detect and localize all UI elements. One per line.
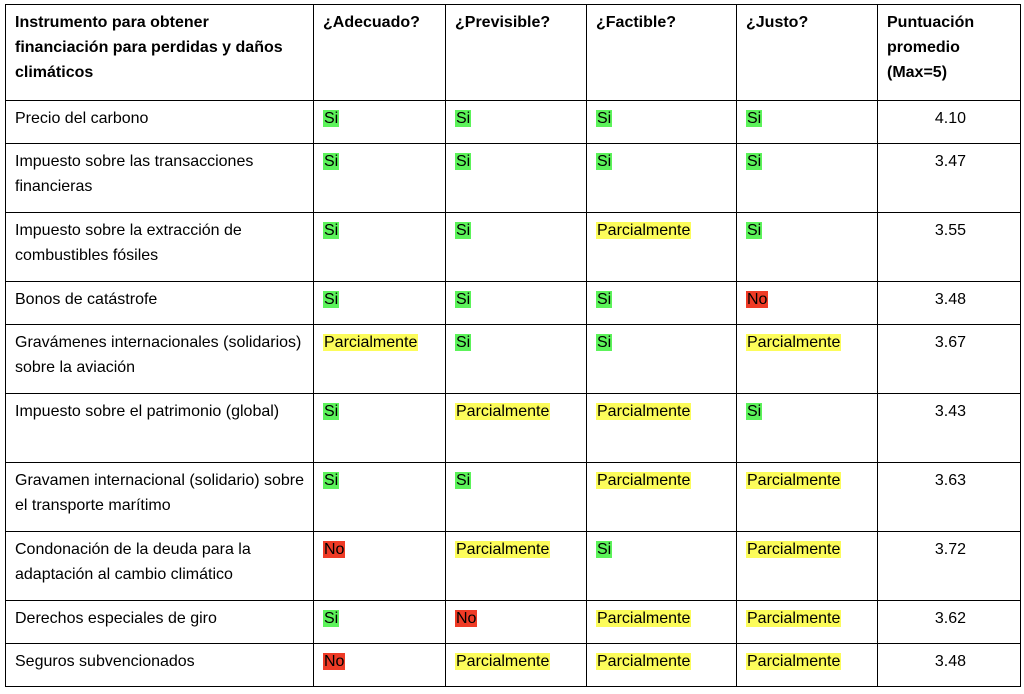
table-row [6,644,1021,687]
previsible-cell [446,463,587,532]
rating-badge: Si [747,153,762,170]
header-justo: ¿Justo? [737,5,878,101]
rating-badge: Si [324,222,339,239]
rating-badge: Si [456,334,471,351]
header-score: Puntuación promedio (Max=5) [878,5,1021,101]
factible-cell [587,282,737,325]
justo-cell [737,601,878,644]
rating-badge: Parcialmente [747,610,841,627]
score-cell: 3.62 [878,601,1021,644]
factible-cell [587,644,737,687]
previsible-cell [446,532,587,601]
rating-badge: Si [597,541,612,558]
adecuado-cell [314,325,446,394]
instrument-cell: Gravamen internacional (solidario) sobre el transporte marítimo [6,463,314,532]
rating-badge: Si [597,153,612,170]
instrument-cell: Impuesto sobre el patrimonio (global) [6,394,314,463]
adecuado-cell [314,282,446,325]
justo-cell [737,394,878,463]
adecuado-cell [314,213,446,282]
rating-badge: Parcialmente [597,403,691,420]
previsible-cell [446,101,587,144]
table-row [6,601,1021,644]
factible-cell [587,601,737,644]
rating-badge: Parcialmente [747,653,841,670]
table-row [6,532,1021,601]
rating-badge: No [324,541,345,558]
adecuado-cell [314,394,446,463]
score-cell: 4.10 [878,101,1021,144]
score-cell: 3.48 [878,644,1021,687]
header-factible: ¿Factible? [587,5,737,101]
table-row [6,282,1021,325]
rating-badge: Si [324,472,339,489]
rating-badge: Si [324,153,339,170]
header-row [6,5,1021,101]
rating-badge: Parcialmente [456,541,550,558]
score-cell: 3.55 [878,213,1021,282]
rating-badge: Parcialmente [747,541,841,558]
table-row [6,213,1021,282]
rating-badge: Si [747,403,762,420]
rating-badge: Parcialmente [747,334,841,351]
instrument-cell: Derechos especiales de giro [6,601,314,644]
header-adecuado: ¿Adecuado? [314,5,446,101]
factible-cell [587,325,737,394]
instrument-cell: Condonación de la deuda para la adaptación al cambio climático [6,532,314,601]
instrument-cell: Bonos de catástrofe [6,282,314,325]
previsible-cell [446,325,587,394]
adecuado-cell [314,601,446,644]
score-cell: 3.47 [878,144,1021,213]
previsible-cell [446,213,587,282]
justo-cell [737,644,878,687]
score-cell: 3.43 [878,394,1021,463]
justo-cell [737,101,878,144]
justo-cell [737,144,878,213]
rating-badge: Parcialmente [747,472,841,489]
rating-badge: Si [324,403,339,420]
previsible-cell [446,144,587,213]
rating-badge: No [747,291,768,308]
justo-cell [737,213,878,282]
rating-badge: Si [324,110,339,127]
adecuado-cell [314,532,446,601]
rating-badge: Si [456,291,471,308]
rating-badge: Parcialmente [597,222,691,239]
score-cell: 3.48 [878,282,1021,325]
adecuado-cell [314,463,446,532]
factible-cell [587,213,737,282]
instrument-cell: Impuesto sobre la extracción de combustibles fósiles [6,213,314,282]
rating-badge: Si [324,610,339,627]
header-instrument: Instrumento para obtener financiación para perdidas y daños climáticos [6,5,314,101]
factible-cell [587,101,737,144]
rating-badge: Parcialmente [597,610,691,627]
rating-badge: Parcialmente [597,472,691,489]
rating-badge: No [456,610,477,627]
instrument-cell: Precio del carbono [6,101,314,144]
score-cell: 3.63 [878,463,1021,532]
assessment-table [5,4,1021,687]
adecuado-cell [314,101,446,144]
rating-badge: Si [456,222,471,239]
rating-badge: Si [597,110,612,127]
previsible-cell [446,282,587,325]
factible-cell [587,144,737,213]
rating-badge: Si [747,222,762,239]
justo-cell [737,282,878,325]
justo-cell [737,325,878,394]
rating-badge: No [324,653,345,670]
table-row [6,394,1021,463]
rating-badge: Si [456,153,471,170]
previsible-cell [446,601,587,644]
table-row [6,101,1021,144]
rating-badge: Si [747,110,762,127]
rating-badge: Si [324,291,339,308]
header-previsible: ¿Previsible? [446,5,587,101]
previsible-cell [446,644,587,687]
rating-badge: Parcialmente [456,403,550,420]
adecuado-cell [314,644,446,687]
factible-cell [587,463,737,532]
previsible-cell [446,394,587,463]
factible-cell [587,532,737,601]
score-cell: 3.72 [878,532,1021,601]
justo-cell [737,532,878,601]
rating-badge: Si [456,472,471,489]
adecuado-cell [314,144,446,213]
rating-badge: Parcialmente [324,334,418,351]
rating-badge: Si [456,110,471,127]
rating-badge: Si [597,334,612,351]
factible-cell [587,394,737,463]
rating-badge: Parcialmente [456,653,550,670]
table-row [6,325,1021,394]
rating-badge: Parcialmente [597,653,691,670]
justo-cell [737,463,878,532]
table-row [6,463,1021,532]
instrument-cell: Gravámenes internacionales (solidarios) sobre la aviación [6,325,314,394]
table-row [6,144,1021,213]
score-cell: 3.67 [878,325,1021,394]
rating-badge: Si [597,291,612,308]
instrument-cell: Seguros subvencionados [6,644,314,687]
instrument-cell: Impuesto sobre las transacciones financieras [6,144,314,213]
